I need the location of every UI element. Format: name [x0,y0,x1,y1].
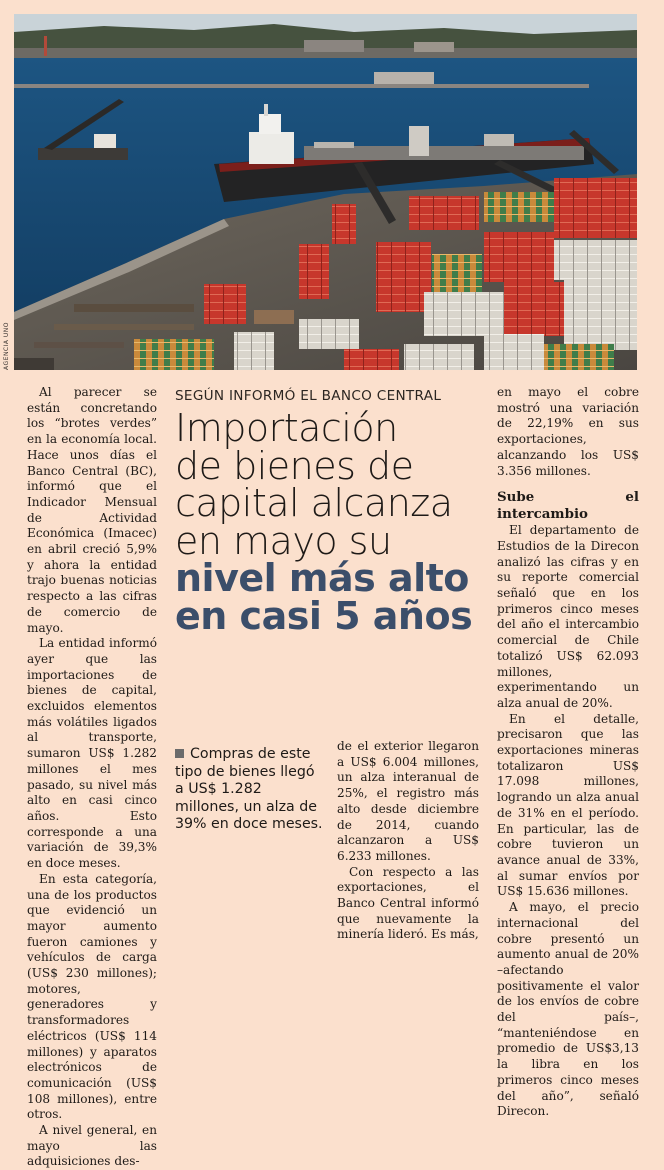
paragraph: A nivel general, en mayo las adquisiciones des- [27,1123,157,1169]
paragraph: El departamento de Estudios de la Direcon analizó las cifras y en su reporte comercial señaló que en los primeros cinco meses del año el intercambio comercial de Chile totalizó US$ 62.093 millones, experimentando un alza anual de 20%. [497,523,639,710]
paragraph: En esta categoría, una de los productos que evidenció un mayor aumento fueron camiones y vehículos de carga (US$ 230 millones); motores, generadores y transformadores eléctricos (US$ 114 millones) y aparatos electrónicos de comunicación (US$ 108 millones), entre otros. [27,871,157,1122]
pullquote-text: Compras de este tipo de bienes llegó a US$ 1.282 millones, un alza de 39% en doce meses. [175,746,323,833]
column-left [27,385,157,1170]
column-right [497,385,639,1120]
paragraph: Con respecto a las exportaciones, el Banco Central informó que nuevamente la minería lideró. Es más, [337,864,479,942]
paragraph: En el detalle, precisaron que las exportaciones mineras totalizaron US$ 17.098 millones, logrando un alza anual de 31% en el período. En particular, las de cobre tuvieron un avance anual de 33%, al sumar envíos por US$ 15.636 millones. [497,711,639,899]
paragraph: A mayo, el precio internacional del cobre presentó un aumento anual de 20% –afectando positivamente el valor de los envíos de cobre del país–, “manteniéndose en promedio de US$3,13 la libra en los primeros cinco meses del año”, señaló Direcon. [497,900,639,1119]
photo-credit: AGENCIA UNO [3,321,10,370]
headline-line: de bienes de [175,443,414,488]
headline-line: en mayo su [175,518,392,563]
headline [175,406,485,638]
headline-line: Importación [175,406,398,450]
headline-highlight-line: en casi 5 años [175,593,473,638]
paragraph: La entidad informó ayer que las importaciones de bienes de capital, excluidos elementos más volátiles ligados al transporte, sumaron US$ 1.282 millones el mes pasado, su nivel más alto en casi cinco años. Esto corresponde a una variación de 39,3% en doce meses. [27,636,157,871]
paragraph: en mayo el cobre mostró una variación de 22,19% en sus exportaciones, alcanzando los US$ 3.356 millones. [497,385,639,478]
paragraph: Al parecer se están concretando los “brotes verdes” en la economía local. Hace unos días el Banco Central (BC), informó que el Indicador Mensual de Actividad Económica (Imacec) en abril creció 5,9% y ahora la entidad trajo buenas noticias respecto a las cifras de comercio de mayo. [27,385,157,635]
port-photo [14,14,637,370]
paragraph: de el exterior llegaron a US$ 6.004 millones, un alza interanual de 25%, el registro más alto desde diciembre de 2014, cuando alcanzaron a US$ 6.233 millones. [337,739,479,863]
square-bullet-icon [175,749,184,758]
subhead: Sube el intercambio [497,489,639,523]
port-containers-photo-icon [14,14,637,370]
headline-highlight-line: nivel más alto [175,556,469,600]
column-middle [337,739,479,943]
kicker: SEGÚN INFORMÓ EL BANCO CENTRAL [175,388,442,404]
headline-line: capital alcanza [175,481,453,525]
pullquote [175,746,325,834]
